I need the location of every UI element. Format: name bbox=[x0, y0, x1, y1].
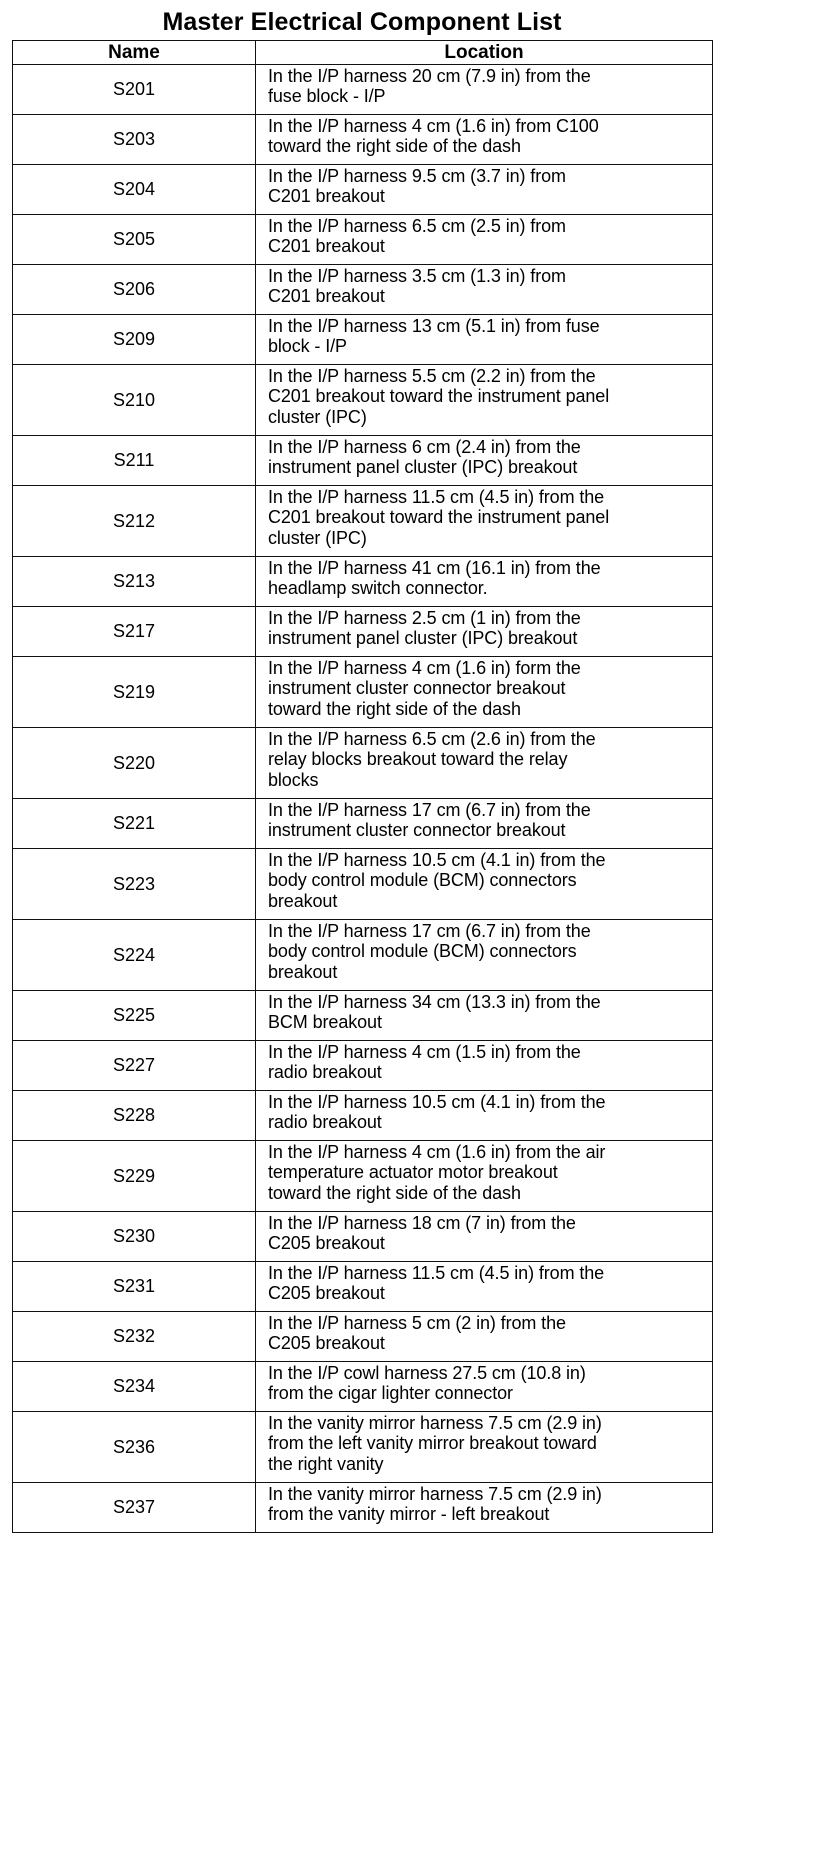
component-location bbox=[256, 799, 713, 849]
component-location bbox=[256, 1483, 713, 1533]
component-location bbox=[256, 849, 713, 920]
location-line: C201 breakout bbox=[268, 236, 385, 257]
component-table bbox=[12, 40, 713, 1533]
component-name: S228 bbox=[13, 1091, 256, 1141]
component-location bbox=[256, 991, 713, 1041]
location-line: In the I/P harness 4 cm (1.6 in) from the air bbox=[268, 1142, 606, 1162]
component-location bbox=[256, 1262, 713, 1312]
location-line: In the vanity mirror harness 7.5 cm (2.9 in) bbox=[268, 1413, 602, 1433]
location-line: In the I/P harness 13 cm (5.1 in) from fuse bbox=[268, 316, 600, 336]
location-line: In the I/P harness 41 cm (16.1 in) from the bbox=[268, 558, 601, 578]
location-line: In the I/P harness 2.5 cm (1 in) from the bbox=[268, 608, 581, 628]
location-line: In the I/P harness 3.5 cm (1.3 in) from bbox=[268, 266, 566, 286]
table-row bbox=[13, 436, 713, 486]
component-name: S229 bbox=[13, 1141, 256, 1212]
table-row bbox=[13, 315, 713, 365]
component-location bbox=[256, 1091, 713, 1141]
location-line: In the I/P harness 5.5 cm (2.2 in) from the bbox=[268, 366, 596, 386]
location-line: C205 breakout bbox=[268, 1233, 385, 1254]
component-name: S203 bbox=[13, 115, 256, 165]
location-line: C205 breakout bbox=[268, 1333, 385, 1354]
location-line: headlamp switch connector. bbox=[268, 578, 488, 599]
component-name: S210 bbox=[13, 365, 256, 436]
table-row bbox=[13, 1412, 713, 1483]
location-line: In the I/P cowl harness 27.5 cm (10.8 in) bbox=[268, 1363, 586, 1383]
component-name: S225 bbox=[13, 991, 256, 1041]
component-name: S230 bbox=[13, 1212, 256, 1262]
component-name: S237 bbox=[13, 1483, 256, 1533]
location-line: C201 breakout bbox=[268, 186, 385, 207]
location-line: from the cigar lighter connector bbox=[268, 1383, 513, 1404]
component-location bbox=[256, 1412, 713, 1483]
component-location bbox=[256, 115, 713, 165]
location-line: In the I/P harness 17 cm (6.7 in) from the bbox=[268, 800, 591, 820]
location-line: radio breakout bbox=[268, 1062, 382, 1083]
table-row bbox=[13, 365, 713, 436]
component-name: S220 bbox=[13, 728, 256, 799]
component-location bbox=[256, 1141, 713, 1212]
component-location bbox=[256, 920, 713, 991]
component-name: S234 bbox=[13, 1362, 256, 1412]
table-row bbox=[13, 215, 713, 265]
location-line: In the I/P harness 6.5 cm (2.6 in) from the bbox=[268, 729, 596, 749]
table-row bbox=[13, 115, 713, 165]
table-row bbox=[13, 557, 713, 607]
document-title: Master Electrical Component List bbox=[162, 8, 562, 36]
component-name: S212 bbox=[13, 486, 256, 557]
component-name: S211 bbox=[13, 436, 256, 486]
component-name: S206 bbox=[13, 265, 256, 315]
table-row bbox=[13, 849, 713, 920]
location-line: In the I/P harness 11.5 cm (4.5 in) from the bbox=[268, 1263, 605, 1283]
component-location bbox=[256, 607, 713, 657]
location-line: temperature actuator motor breakout bbox=[268, 1162, 558, 1183]
location-line: blocks bbox=[268, 769, 319, 790]
location-line: instrument cluster connector breakout bbox=[268, 678, 566, 699]
location-line: In the vanity mirror harness 7.5 cm (2.9 in) bbox=[268, 1484, 602, 1504]
component-name: S231 bbox=[13, 1262, 256, 1312]
column-header-name: Name bbox=[13, 41, 256, 65]
location-line: C201 breakout bbox=[268, 286, 385, 307]
location-line: In the I/P harness 6 cm (2.4 in) from the bbox=[268, 437, 581, 457]
component-name: S227 bbox=[13, 1041, 256, 1091]
location-line: In the I/P harness 9.5 cm (3.7 in) from bbox=[268, 166, 566, 186]
location-line: In the I/P harness 5 cm (2 in) from the bbox=[268, 1313, 566, 1333]
table-row bbox=[13, 1212, 713, 1262]
component-name: S209 bbox=[13, 315, 256, 365]
component-name: S219 bbox=[13, 657, 256, 728]
location-line: relay blocks breakout toward the relay bbox=[268, 749, 568, 770]
component-location bbox=[256, 65, 713, 115]
location-line: In the I/P harness 4 cm (1.6 in) form the bbox=[268, 658, 581, 678]
table-row bbox=[13, 657, 713, 728]
component-location bbox=[256, 165, 713, 215]
component-name: S223 bbox=[13, 849, 256, 920]
location-line: body control module (BCM) connectors bbox=[268, 941, 577, 962]
location-line: In the I/P harness 18 cm (7 in) from the bbox=[268, 1213, 576, 1233]
component-name: S201 bbox=[13, 65, 256, 115]
component-location bbox=[256, 1212, 713, 1262]
table-row bbox=[13, 1091, 713, 1141]
column-header-location: Location bbox=[256, 41, 713, 65]
table-row bbox=[13, 265, 713, 315]
table-row bbox=[13, 165, 713, 215]
table-row bbox=[13, 1262, 713, 1312]
location-line: instrument cluster connector breakout bbox=[268, 820, 566, 841]
component-location bbox=[256, 1312, 713, 1362]
component-name: S204 bbox=[13, 165, 256, 215]
table-row bbox=[13, 607, 713, 657]
location-line: breakout bbox=[268, 961, 338, 982]
component-name: S205 bbox=[13, 215, 256, 265]
table-row bbox=[13, 1362, 713, 1412]
component-name: S224 bbox=[13, 920, 256, 991]
table-row bbox=[13, 1141, 713, 1212]
location-line: BCM breakout bbox=[268, 1012, 382, 1033]
location-line: C201 breakout toward the instrument panel bbox=[268, 507, 610, 528]
location-line: from the vanity mirror - left breakout bbox=[268, 1504, 550, 1525]
location-line: toward the right side of the dash bbox=[268, 698, 521, 719]
table-row bbox=[13, 728, 713, 799]
header-row bbox=[13, 41, 713, 65]
location-line: toward the right side of the dash bbox=[268, 1182, 521, 1203]
location-line: In the I/P harness 4 cm (1.6 in) from C100 bbox=[268, 116, 599, 136]
table-row bbox=[13, 799, 713, 849]
location-line: In the I/P harness 10.5 cm (4.1 in) from the bbox=[268, 1092, 606, 1112]
component-location bbox=[256, 265, 713, 315]
table-body bbox=[13, 65, 713, 1533]
component-name: S232 bbox=[13, 1312, 256, 1362]
location-line: In the I/P harness 11.5 cm (4.5 in) from the bbox=[268, 487, 605, 507]
location-line: In the I/P harness 34 cm (13.3 in) from the bbox=[268, 992, 601, 1012]
table-row bbox=[13, 486, 713, 557]
location-line: instrument panel cluster (IPC) breakout bbox=[268, 628, 578, 649]
location-line: In the I/P harness 6.5 cm (2.5 in) from bbox=[268, 216, 566, 236]
location-line: In the I/P harness 17 cm (6.7 in) from the bbox=[268, 921, 591, 941]
table-row bbox=[13, 1483, 713, 1533]
component-location bbox=[256, 728, 713, 799]
location-line: cluster (IPC) bbox=[268, 527, 367, 548]
location-line: the right vanity bbox=[268, 1453, 384, 1474]
component-location bbox=[256, 315, 713, 365]
location-line: breakout bbox=[268, 890, 338, 911]
component-name: S217 bbox=[13, 607, 256, 657]
table-row bbox=[13, 920, 713, 991]
component-location bbox=[256, 215, 713, 265]
location-line: body control module (BCM) connectors bbox=[268, 870, 577, 891]
table-row bbox=[13, 65, 713, 115]
location-line: toward the right side of the dash bbox=[268, 136, 521, 157]
location-line: from the left vanity mirror breakout toward bbox=[268, 1433, 597, 1454]
location-line: cluster (IPC) bbox=[268, 406, 367, 427]
location-line: block - I/P bbox=[268, 336, 347, 357]
table-row bbox=[13, 1312, 713, 1362]
component-location bbox=[256, 557, 713, 607]
component-name: S221 bbox=[13, 799, 256, 849]
location-line: C205 breakout bbox=[268, 1283, 385, 1304]
component-location bbox=[256, 365, 713, 436]
location-line: In the I/P harness 4 cm (1.5 in) from the bbox=[268, 1042, 581, 1062]
table-row bbox=[13, 991, 713, 1041]
component-location bbox=[256, 1362, 713, 1412]
component-name: S236 bbox=[13, 1412, 256, 1483]
location-line: In the I/P harness 10.5 cm (4.1 in) from the bbox=[268, 850, 606, 870]
location-line: radio breakout bbox=[268, 1112, 382, 1133]
component-location bbox=[256, 1041, 713, 1091]
location-line: instrument panel cluster (IPC) breakout bbox=[268, 457, 578, 478]
location-line: fuse block - I/P bbox=[268, 86, 386, 107]
table-header bbox=[13, 41, 713, 65]
component-location bbox=[256, 486, 713, 557]
location-line: C201 breakout toward the instrument panel bbox=[268, 386, 610, 407]
location-line: In the I/P harness 20 cm (7.9 in) from the bbox=[268, 66, 591, 86]
component-location bbox=[256, 436, 713, 486]
component-location bbox=[256, 657, 713, 728]
component-name: S213 bbox=[13, 557, 256, 607]
table-row bbox=[13, 1041, 713, 1091]
